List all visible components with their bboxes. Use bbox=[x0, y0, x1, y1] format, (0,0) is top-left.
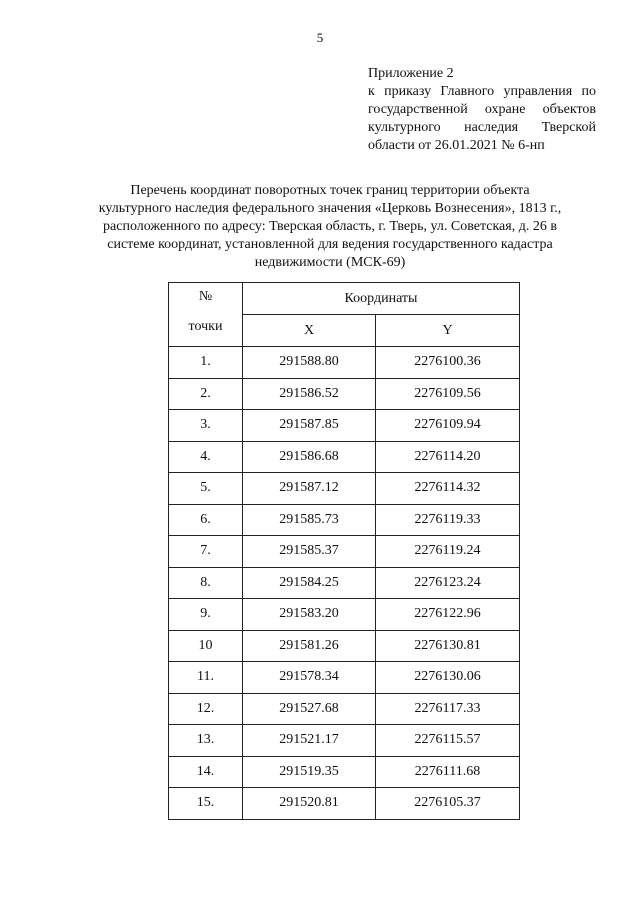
point-number-cell: 7. bbox=[169, 536, 243, 568]
point-number-header bbox=[169, 283, 243, 347]
y-coordinate-cell: 2276109.94 bbox=[376, 410, 520, 442]
point-number-cell: 5. bbox=[169, 473, 243, 505]
y-coordinate-cell: 2276111.68 bbox=[376, 756, 520, 788]
y-coordinate-cell: 2276122.96 bbox=[376, 599, 520, 631]
x-coordinate-cell: 291586.52 bbox=[243, 378, 376, 410]
y-coordinate-cell: 2276123.24 bbox=[376, 567, 520, 599]
y-coordinate-cell: 2276115.57 bbox=[376, 725, 520, 757]
table-row bbox=[169, 378, 520, 410]
x-coordinate-cell: 291581.26 bbox=[243, 630, 376, 662]
point-number-cell: 3. bbox=[169, 410, 243, 442]
x-coordinate-cell: 291521.17 bbox=[243, 725, 376, 757]
y-coordinate-cell: 2276130.06 bbox=[376, 662, 520, 694]
document-title bbox=[80, 182, 580, 272]
table-row bbox=[169, 788, 520, 820]
table-row bbox=[169, 504, 520, 536]
point-number-cell: 6. bbox=[169, 504, 243, 536]
y-coordinate-cell: 2276114.20 bbox=[376, 441, 520, 473]
title-line: системе координат, установленной для ведения государственного кадастра bbox=[107, 237, 553, 252]
x-coordinate-cell: 291578.34 bbox=[243, 662, 376, 694]
y-coordinate-cell: 2276119.33 bbox=[376, 504, 520, 536]
x-coordinate-cell: 291588.80 bbox=[243, 347, 376, 379]
point-label: точки bbox=[188, 319, 223, 334]
number-sign: № bbox=[198, 289, 213, 304]
point-number-cell: 2. bbox=[169, 378, 243, 410]
table-row bbox=[169, 756, 520, 788]
x-coordinate-cell: 291585.73 bbox=[243, 504, 376, 536]
y-coordinate-cell: 2276117.33 bbox=[376, 693, 520, 725]
appendix-block bbox=[368, 65, 596, 155]
point-number-cell: 14. bbox=[169, 756, 243, 788]
table-row bbox=[169, 662, 520, 694]
x-coordinate-cell: 291586.68 bbox=[243, 441, 376, 473]
table-row bbox=[169, 441, 520, 473]
x-coordinate-cell: 291519.35 bbox=[243, 756, 376, 788]
table-row bbox=[169, 410, 520, 442]
x-coordinate-cell: 291583.20 bbox=[243, 599, 376, 631]
appendix-line: государственной охране объектов bbox=[368, 102, 596, 117]
table-row bbox=[169, 567, 520, 599]
title-line: недвижимости (МСК-69) bbox=[254, 255, 406, 270]
table-row bbox=[169, 347, 520, 379]
table-row bbox=[169, 725, 520, 757]
appendix-line: области от 26.01.2021 № 6-нп bbox=[368, 138, 545, 153]
table-body bbox=[169, 347, 520, 820]
page-number: 5 bbox=[316, 30, 324, 45]
coordinates-header: Координаты bbox=[243, 283, 520, 315]
point-number-cell: 15. bbox=[169, 788, 243, 820]
point-number-cell: 10 bbox=[169, 630, 243, 662]
table-row bbox=[169, 630, 520, 662]
table-row bbox=[169, 473, 520, 505]
point-number-cell: 12. bbox=[169, 693, 243, 725]
table-row bbox=[169, 599, 520, 631]
y-coordinate-cell: 2276119.24 bbox=[376, 536, 520, 568]
appendix-line: Приложение 2 bbox=[368, 66, 454, 81]
x-coordinate-cell: 291585.37 bbox=[243, 536, 376, 568]
table-row bbox=[169, 693, 520, 725]
point-number-cell: 13. bbox=[169, 725, 243, 757]
point-number-cell: 1. bbox=[169, 347, 243, 379]
title-line: Перечень координат поворотных точек границ территории объекта bbox=[130, 183, 530, 198]
title-line: расположенного по адресу: Тверская область, г. Тверь, ул. Советская, д. 26 в bbox=[103, 219, 557, 234]
y-coordinate-cell: 2276109.56 bbox=[376, 378, 520, 410]
header-row bbox=[169, 283, 520, 315]
table-header bbox=[169, 283, 520, 347]
appendix-line: к приказу Главного управления по bbox=[368, 84, 596, 99]
point-number-cell: 4. bbox=[169, 441, 243, 473]
x-coordinate-cell: 291587.85 bbox=[243, 410, 376, 442]
x-coordinate-cell: 291520.81 bbox=[243, 788, 376, 820]
point-number-cell: 8. bbox=[169, 567, 243, 599]
x-coordinate-cell: 291584.25 bbox=[243, 567, 376, 599]
coordinates-table bbox=[168, 282, 520, 820]
table-row bbox=[169, 536, 520, 568]
y-coordinate-cell: 2276100.36 bbox=[376, 347, 520, 379]
appendix-line: культурного наследия Тверской bbox=[368, 120, 596, 135]
y-coordinate-cell: 2276130.81 bbox=[376, 630, 520, 662]
point-number-cell: 11. bbox=[169, 662, 243, 694]
x-coordinate-cell: 291587.12 bbox=[243, 473, 376, 505]
y-coordinate-cell: 2276105.37 bbox=[376, 788, 520, 820]
y-coordinate-cell: 2276114.32 bbox=[376, 473, 520, 505]
x-header: X bbox=[243, 315, 376, 347]
title-line: культурного наследия федерального значения «Церковь Вознесения», 1813 г., bbox=[98, 201, 562, 216]
y-header: Y bbox=[376, 315, 520, 347]
point-number-cell: 9. bbox=[169, 599, 243, 631]
x-coordinate-cell: 291527.68 bbox=[243, 693, 376, 725]
